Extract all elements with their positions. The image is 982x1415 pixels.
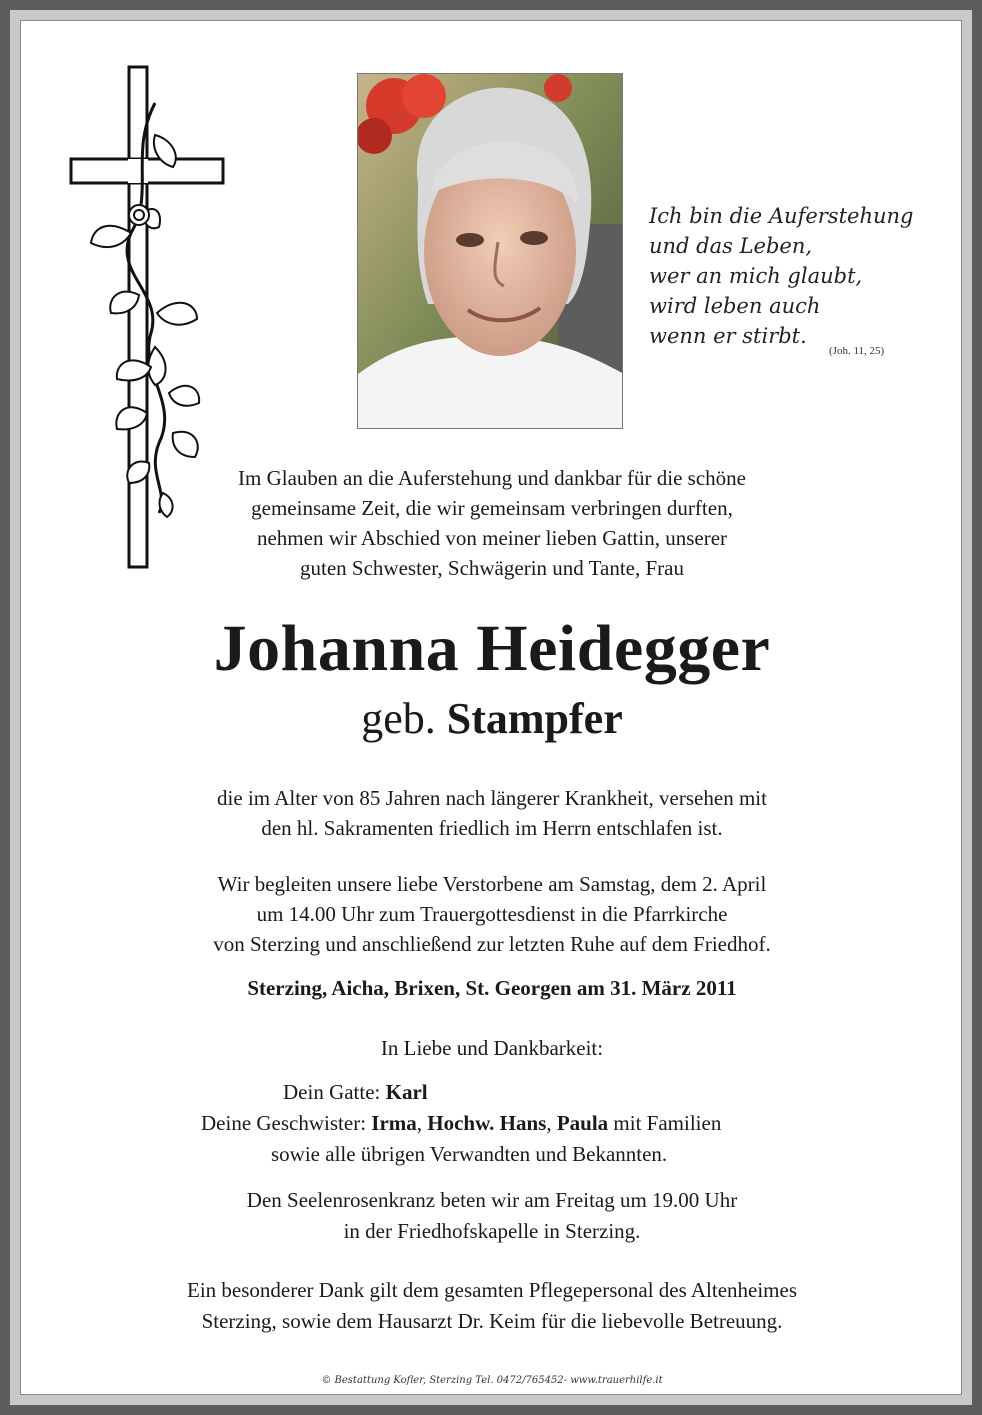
sibling-name: Irma — [371, 1111, 417, 1135]
intro-line: nehmen wir Abschied von meiner lieben Gattin, unserer — [256, 526, 728, 550]
maiden-name — [21, 691, 963, 747]
siblings-row — [201, 1108, 721, 1139]
death-line: die im Alter von 85 Jahren nach längerer Krankheit, versehen mit — [217, 786, 767, 810]
portrait-photo — [357, 73, 623, 429]
bible-verse — [649, 201, 949, 351]
verse-line: wird leben auch — [649, 294, 821, 318]
verse-reference: (Joh. 11, 25) — [829, 345, 885, 357]
funeral-line: um 14.00 Uhr zum Trauergottesdienst in die Pfarrkirche — [256, 902, 728, 926]
funeral-details — [21, 869, 963, 959]
funeral-line: von Sterzing und anschließend zur letzten Ruhe auf dem Friedhof. — [213, 932, 771, 956]
sibling-name: Hochw. Hans — [427, 1111, 547, 1135]
relatives-row: sowie alle übrigen Verwandten und Bekannten. — [271, 1142, 668, 1166]
intro-line: guten Schwester, Schwägerin und Tante, Frau — [300, 556, 684, 580]
spouse-row — [283, 1077, 428, 1108]
thanks-line: Ein besonderer Dank gilt dem gesamten Pflegepersonal des Altenheimes — [187, 1278, 797, 1302]
deceased-name: Johanna Heidegger — [213, 612, 771, 685]
rosary-line: Den Seelenrosenkranz beten wir am Freitag um 19.00 Uhr — [246, 1188, 738, 1212]
grief-line: In Liebe und Dankbarkeit: — [380, 1036, 604, 1060]
intro-line: gemeinsame Zeit, die wir gemeinsam verbringen durften, — [251, 496, 733, 520]
obituary-page — [20, 20, 962, 1395]
rosary-line: in der Friedhofskapelle in Sterzing. — [343, 1219, 641, 1243]
death-line: den hl. Sakramenten friedlich im Herrn entschlafen ist. — [261, 816, 723, 840]
siblings-suffix: mit Familien — [613, 1111, 722, 1135]
portrait-image — [358, 74, 623, 429]
separator: , — [416, 1111, 428, 1135]
separator: , — [546, 1111, 557, 1135]
rosary-notice — [21, 1185, 963, 1247]
footer-imprint: © Bestattung Kofler, Sterzing Tel. 0472/765452- www.trauerhilfe.it — [321, 1375, 663, 1386]
death-notice — [21, 783, 963, 843]
maiden-surname: Stampfer — [446, 694, 623, 743]
middle-frame — [10, 10, 972, 1405]
spouse-name: Karl — [385, 1080, 428, 1104]
place-date: Sterzing, Aicha, Brixen, St. Georgen am 31. März 2011 — [247, 976, 737, 1000]
verse-line: und das Leben, — [649, 234, 813, 258]
verse-line: wenn er stirbt. — [649, 324, 807, 348]
verse-line: Ich bin die Auferstehung — [649, 204, 914, 228]
verse-line: wer an mich glaubt, — [649, 264, 863, 288]
intro-line: Im Glauben an die Auferstehung und dankbar für die schöne — [238, 466, 746, 490]
funeral-line: Wir begleiten unsere liebe Verstorbene am Samstag, dem 2. April — [217, 872, 767, 896]
sibling-name: Paula — [556, 1111, 609, 1135]
siblings-label: Deine Geschwister: — [201, 1111, 367, 1135]
intro-text — [21, 463, 963, 583]
thanks-line: Sterzing, sowie dem Hausarzt Dr. Keim für die liebevolle Betreuung. — [201, 1309, 783, 1333]
spouse-label: Dein Gatte: — [283, 1080, 381, 1104]
thanks-notice — [21, 1275, 963, 1337]
maiden-prefix: geb. — [361, 694, 436, 743]
